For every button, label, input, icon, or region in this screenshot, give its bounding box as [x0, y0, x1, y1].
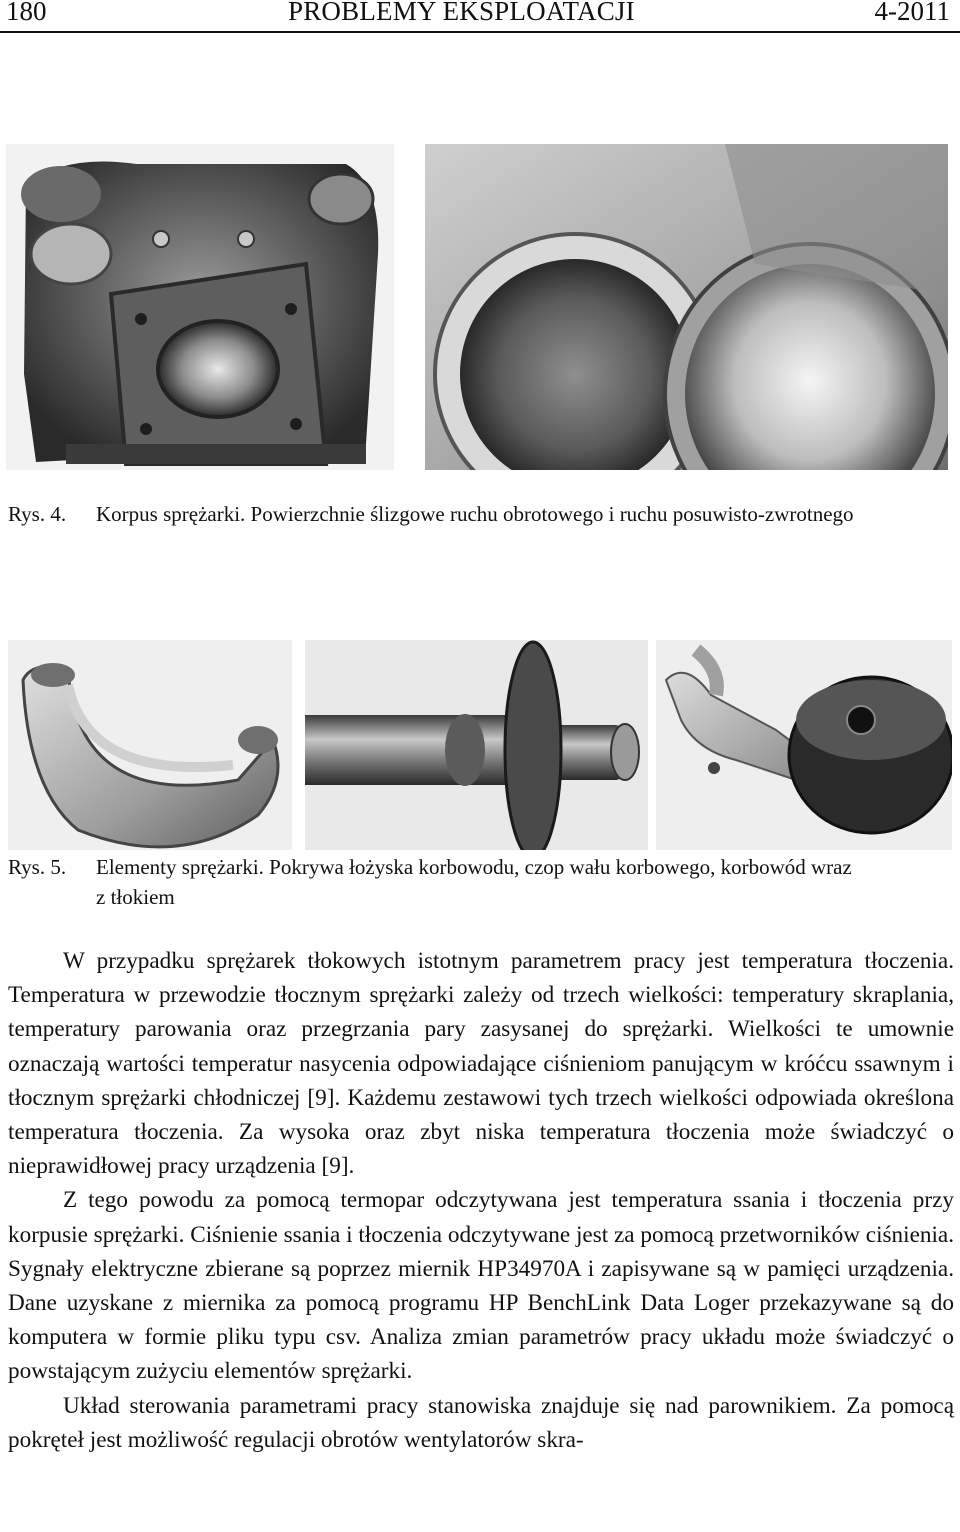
running-header	[0, 0, 960, 32]
figure5-caption	[8, 852, 958, 916]
figure4-caption	[8, 499, 958, 531]
figure4-label: Rys. 4.	[8, 502, 67, 526]
page-number: 180	[6, 0, 47, 26]
figure5-photo-connecting-rod-piston	[656, 640, 952, 850]
figure5-photo-bearing-cap	[8, 640, 292, 850]
paragraph-2: Z tego powodu za pomocą termopar odczytywana jest temperatura ssania i tłoczenia przy korpusie sprężarki. Ciśnienie ssania i tłoczenia odczytywane jest za pomocą przetworników ciśnienia. Sygnały elektryczne zbierane są poprzez miernik HP34970A i zapisywane są w pamięci urządzenia. Dane uzyskane z miernika za pomocą programu HP BenchLink Data Loger przekazywane są do komputera w formie pliku typu csv. Analiza zmian parametrów pracy układu może świadczyć o powstającym zużyciu elementów sprężarki.	[8, 1187, 954, 1385]
figure5-photo-crankshaft-journal	[305, 640, 648, 850]
figure5-caption-line1: Elementy sprężarki. Pokrywa łożyska korbowodu, czop wału korbowego, korbowód wraz	[96, 855, 852, 879]
journal-title: PROBLEMY EKSPLOATACJI	[288, 0, 635, 26]
figure5-label: Rys. 5.	[8, 855, 67, 879]
issue-number: 4-2011	[874, 0, 950, 26]
figure5-caption-line2: z tłokiem	[96, 885, 175, 909]
body-text	[8, 944, 954, 1457]
paragraph-1: W przypadku sprężarek tłokowych istotnym parametrem pracy jest temperatura tłoczenia. Temperatura w przewodzie tłocznym sprężarki zależy od trzech wielkości: temperatury skraplania, temperatury parowania oraz przegrzania pary zasysanej do sprężarki. Wielkości te umownie oznaczają wartości temperatur nasycenia odpowiadające ciśnieniom panującym w króćcu ssawnym i tłocznym sprężarki chłodniczej [9]. Każdemu zestawowi tych trzech wielkości odpowiada określona temperatura tłoczenia. Za wysoka oraz zbyt niska temperatura tłoczenia może świadczyć o nieprawidłowej pracy urządzenia [9].	[8, 948, 954, 1180]
paragraph-3: Układ sterowania parametrami pracy stanowiska znajduje się nad parownikiem. Za pomocą pokręteł jest możliwość regulacji obrotów wentylatorów skra-	[8, 1392, 954, 1453]
figure4-photo-bores	[425, 144, 948, 470]
figure4-caption-text: Korpus sprężarki. Powierzchnie ślizgowe ruchu obrotowego i ruchu posuwisto-zwrotnego	[96, 502, 854, 526]
header-rule	[0, 31, 960, 33]
figure4-photo-compressor-body	[6, 144, 394, 470]
